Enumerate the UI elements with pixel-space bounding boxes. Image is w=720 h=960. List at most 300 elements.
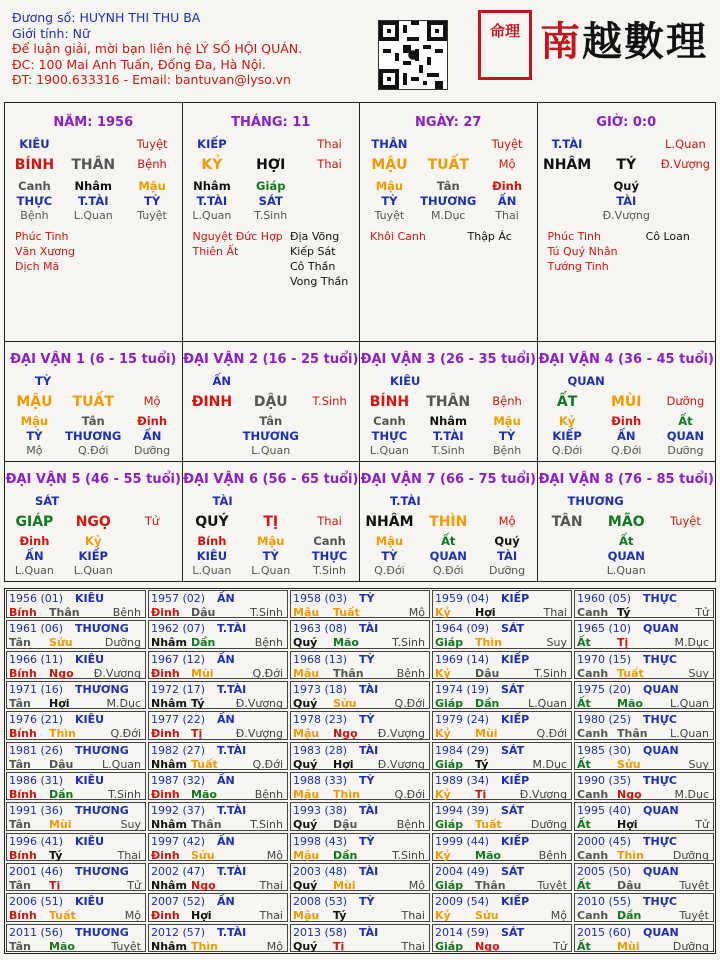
heavenly-stem: BÍNH — [14, 157, 55, 173]
hidden-stage: Tuyệt — [374, 209, 405, 222]
earthly-branch: TUẤT — [427, 157, 469, 173]
dai-van-branch: THÂN — [426, 394, 471, 410]
hidden-god: TÀI — [616, 194, 637, 208]
dv-hidden-god: TỲ — [26, 429, 43, 443]
dv-hidden-stem — [300, 414, 359, 428]
year-label: 2010 (55) — [577, 895, 632, 909]
year-branch: Thân — [49, 606, 80, 619]
dv-hidden-stage: Q.Đới — [78, 444, 109, 457]
year-branch: Sửu — [475, 909, 499, 923]
ten-god: THÂN — [371, 137, 408, 151]
year-ten-god: TỲ — [359, 774, 375, 787]
hidden-god: SÁT — [258, 194, 283, 208]
year-stage: Mộ — [408, 879, 425, 892]
dv-hidden-stage: L.Quan — [606, 564, 646, 577]
dai-van-cell — [360, 462, 538, 581]
hidden-stage: L.Quan — [192, 209, 232, 222]
year-ten-god: T.TÀI — [217, 622, 247, 636]
dv-hidden-stage — [123, 564, 182, 577]
year-stem: Giáp — [435, 818, 464, 832]
dv-god-row — [538, 374, 716, 388]
dai-van-stem: GIÁP — [15, 514, 54, 530]
dv-hidden-god: ẤN — [142, 429, 162, 443]
pillar-row — [5, 194, 182, 208]
pillar-row — [360, 137, 537, 151]
dv-hidden-stage — [538, 564, 597, 577]
year-ten-god: T.TÀI — [217, 804, 247, 818]
year-ten-god: TÀI — [359, 925, 379, 939]
dv-hidden-stem: Tân — [81, 414, 105, 428]
year-ten-god: T.TÀI — [217, 743, 247, 757]
good-stars — [15, 229, 113, 274]
pillar-row — [5, 549, 182, 563]
spacer — [419, 137, 478, 151]
pillar-row — [538, 549, 716, 563]
hidden-stage: Bệnh — [20, 209, 49, 222]
dv-hidden-god — [656, 549, 715, 563]
year-branch: Mùi — [49, 818, 72, 832]
year-stage: Tuyệt — [537, 879, 567, 892]
year-cell — [574, 711, 714, 739]
pillar-row — [5, 414, 182, 428]
year-stage: Đ.Vượng — [377, 727, 425, 741]
hidden-stage — [656, 209, 715, 222]
year-stage: Dưỡng — [672, 848, 709, 862]
dai-van-ten-god: THƯƠNG — [567, 494, 624, 508]
year-stage: Q.Đới — [536, 727, 567, 741]
year-branch: Dần — [333, 848, 358, 862]
dv-hidden-god: KIẾP — [78, 549, 108, 563]
dv-hidden-stem: Đinh — [137, 414, 168, 428]
dai-van-stage: Tuyệt — [669, 514, 701, 528]
year-stem: Ất — [577, 636, 591, 650]
year-stage: Đ.Vượng — [235, 727, 283, 741]
bad-star: Vong Thần — [290, 275, 349, 288]
year-stage: Thai — [117, 848, 141, 862]
year-cell — [574, 863, 714, 891]
dai-van-stem: MẬU — [16, 394, 53, 410]
year-cell — [432, 833, 572, 861]
year-ten-god: T.TÀI — [217, 865, 247, 878]
pillar-row — [360, 549, 537, 563]
dv-hidden-stem: Canh — [373, 414, 406, 428]
year-ten-god: QUAN — [643, 925, 679, 939]
year-ten-god: TỲ — [359, 834, 375, 848]
dv-hidden-god: TỲ — [498, 429, 516, 443]
pillar-row — [538, 394, 716, 410]
year-cell — [432, 863, 572, 891]
year-stage: T.Sinh — [392, 636, 425, 650]
dv-hidden-stage: L.Quan — [251, 564, 291, 577]
pillar-row — [5, 394, 182, 410]
dai-van-stem: BÍNH — [369, 394, 410, 410]
pillar-row — [538, 194, 716, 208]
year-branch: Thân — [475, 879, 506, 892]
pillar-row — [183, 137, 360, 151]
year-stem: Giáp — [435, 939, 464, 953]
year-stage: Mộ — [266, 939, 283, 953]
year-stage: Suy — [688, 757, 709, 771]
hidden-stem: Quý — [613, 179, 639, 193]
pillar-row — [360, 209, 537, 222]
dv-hidden-stem: Đinh — [611, 414, 642, 428]
dai-van-cell — [538, 462, 716, 581]
year-stem: Quý — [293, 697, 318, 710]
pillar-row — [538, 444, 716, 457]
growth-stage: Mộ — [498, 157, 516, 171]
year-stem: Giáp — [435, 636, 464, 650]
pillar-title: NGÀY: 27 — [415, 115, 482, 130]
dv-hidden-stage — [656, 564, 715, 577]
year-branch: Mão — [333, 636, 359, 650]
year-label: 1984 (29) — [435, 743, 490, 757]
year-stage: Thai — [401, 909, 425, 923]
year-stem: Ất — [577, 818, 591, 832]
year-branch: Tý — [333, 909, 347, 923]
year-stem: Canh — [577, 727, 609, 741]
hidden-stem: Canh — [18, 179, 51, 193]
year-branch: Tuất — [617, 666, 644, 680]
year-stage: T.Sinh — [392, 848, 425, 862]
year-branch: Mão — [191, 788, 217, 801]
year-ten-god: QUAN — [643, 622, 679, 636]
year-label: 1986 (31) — [9, 774, 64, 787]
dai-van-title: ĐẠI VẬN 3 (26 - 35 tuổi) — [360, 352, 536, 367]
year-label: 1969 (14) — [435, 652, 490, 666]
year-branch: Tị — [333, 939, 345, 953]
pillar-row — [360, 429, 537, 443]
year-label: 1961 (06) — [9, 622, 64, 636]
year-branch: Sửu — [49, 636, 73, 650]
year-ten-god: TỲ — [359, 713, 375, 727]
pillar-row — [5, 444, 182, 457]
year-ten-god: QUAN — [643, 683, 679, 696]
dv-hidden-stage: Mộ — [26, 444, 43, 457]
year-cell — [290, 711, 430, 739]
year-cell — [6, 802, 146, 830]
year-stage: L.Quan — [102, 757, 141, 771]
hidden-stem — [300, 179, 359, 193]
year-cell — [574, 742, 714, 770]
dv-hidden-stage: L.Quan — [14, 564, 54, 577]
year-stage: Suy — [120, 818, 141, 832]
year-label: 1963 (08) — [293, 622, 348, 636]
year-cell — [6, 711, 146, 739]
pillar-row — [183, 194, 360, 208]
year-stem: Mậu — [293, 788, 320, 801]
year-ten-god: THỰC — [643, 895, 677, 909]
year-stem: Canh — [577, 788, 609, 801]
year-stage: Q.Đới — [394, 697, 425, 710]
dai-van-stem: TÂN — [551, 514, 583, 530]
year-label: 1957 (02) — [151, 592, 206, 605]
year-ten-god: THƯƠNG — [75, 683, 129, 696]
year-branch: Dậu — [333, 818, 358, 832]
year-label: 2006 (51) — [9, 895, 64, 909]
dv-hidden-stage — [183, 444, 242, 457]
hidden-stem: Nhâm — [193, 179, 231, 193]
dv-hidden-stage — [300, 444, 359, 457]
year-stem: Ất — [577, 757, 591, 771]
year-stem: Quý — [293, 939, 318, 953]
year-stem: Canh — [577, 848, 609, 862]
year-stem: Mậu — [293, 848, 320, 862]
year-branch: Tuất — [475, 818, 502, 832]
year-ten-god: THỰC — [643, 834, 677, 848]
year-cell — [6, 620, 146, 648]
year-ten-god: KIẾP — [501, 895, 530, 909]
year-branch: Dậu — [617, 879, 642, 892]
dv-god-row — [360, 494, 537, 508]
year-label: 2009 (54) — [435, 895, 490, 909]
year-ten-god: KIẾP — [501, 592, 530, 605]
year-stage: Đ.Vượng — [93, 666, 141, 680]
dv-hidden-stage: Bệnh — [492, 444, 522, 457]
year-branch: Mùi — [191, 666, 214, 680]
year-ten-god: SÁT — [501, 743, 525, 757]
dai-van-title: ĐẠI VẬN 7 (66 - 75 tuổi) — [360, 472, 536, 487]
pillar-cell — [538, 103, 716, 341]
year-branch: Hợi — [49, 697, 70, 710]
year-stage: L.Quan — [670, 727, 709, 741]
dv-hidden-stem: Mậu — [493, 414, 521, 428]
dai-van-title: ĐẠI VẬN 4 (36 - 45 tuổi) — [538, 352, 714, 367]
year-stem: Ất — [577, 697, 591, 710]
year-stem: Tân — [9, 939, 31, 953]
hidden-stage: M.Dục — [431, 209, 466, 222]
year-label: 1998 (43) — [293, 834, 348, 848]
dv-god-row — [183, 374, 360, 388]
dv-hidden-god: KIÊU — [196, 549, 228, 563]
year-branch: Ngọ — [191, 879, 216, 892]
year-label: 1987 (32) — [151, 774, 206, 787]
year-ten-god: SÁT — [501, 865, 525, 878]
dv-hidden-god: QUAN — [607, 549, 645, 563]
pillar-title: THÁNG: 11 — [231, 115, 311, 130]
dv-hidden-stem: Nhâm — [429, 414, 468, 428]
dv-hidden-stem: Đinh — [19, 534, 50, 548]
pillar-row — [538, 564, 716, 577]
good-star: Phúc Tinh — [547, 230, 602, 243]
year-cell — [6, 863, 146, 891]
earthly-branch: HỢI — [256, 157, 286, 173]
dv-hidden-god — [300, 429, 359, 443]
year-cell — [148, 893, 288, 921]
year-cell — [148, 711, 288, 739]
year-ten-god: SÁT — [501, 925, 525, 939]
bad-stars — [290, 229, 352, 289]
dv-hidden-god — [183, 429, 242, 443]
dv-hidden-god: QUAN — [429, 549, 467, 563]
good-star: Văn Xương — [15, 245, 75, 258]
year-stage: Mộ — [124, 909, 141, 923]
dv-hidden-god — [123, 549, 182, 563]
year-stem: Giáp — [435, 879, 464, 892]
year-stage: Bệnh — [112, 606, 141, 619]
year-stem: Quý — [293, 879, 318, 892]
dai-van-stage: Tử — [144, 514, 160, 528]
year-stage: Đ.Vượng — [519, 788, 567, 801]
year-stage: Q.Đới — [252, 757, 283, 771]
year-stem: Quý — [293, 757, 318, 771]
year-label: 1978 (23) — [293, 713, 348, 727]
dv-hidden-stem — [183, 414, 242, 428]
dv-hidden-god: ẤN — [25, 549, 44, 563]
year-label: 1973 (18) — [293, 683, 348, 696]
bad-star: Thập Ác — [467, 230, 512, 243]
year-cell — [290, 863, 430, 891]
year-stem: Nhâm — [151, 939, 187, 953]
year-cell — [574, 681, 714, 709]
brand-logo: 南越數理 — [540, 18, 708, 65]
hidden-stem: Tân — [436, 179, 460, 193]
year-ten-god: KIÊU — [75, 774, 105, 787]
year-label: 1960 (05) — [577, 592, 632, 605]
growth-stage: Bệnh — [137, 157, 167, 171]
dai-van-cell — [5, 342, 183, 461]
year-branch: Dần — [617, 909, 642, 923]
year-label: 1993 (38) — [293, 804, 348, 818]
header — [12, 10, 302, 88]
year-stage: Thai — [401, 939, 425, 953]
year-stage: Q.Đới — [394, 788, 425, 801]
year-branch: Mão — [49, 939, 75, 953]
hidden-stem — [538, 179, 597, 193]
pillar-cell — [360, 103, 538, 341]
year-stem: Tân — [9, 879, 31, 892]
year-stage: M.Dục — [532, 757, 567, 771]
dv-hidden-stem — [656, 534, 715, 548]
year-stage: Dưỡng — [104, 636, 141, 650]
dai-van-branch: MÃO — [607, 514, 645, 530]
year-ten-god: ẤN — [217, 713, 235, 727]
year-label: 1972 (17) — [151, 683, 206, 696]
dv-hidden-god: THỰC — [311, 549, 348, 563]
dv-hidden-god: ẤN — [616, 429, 636, 443]
year-cell — [6, 590, 146, 618]
year-stem: Tân — [9, 757, 31, 771]
dv-hidden-stem: Kỷ — [85, 534, 102, 548]
year-ten-god: KIÊU — [75, 895, 105, 909]
year-ten-god: TỲ — [359, 592, 375, 605]
gender-line: Giới tính: Nữ — [12, 25, 90, 41]
hidden-stage — [300, 209, 359, 222]
dv-hidden-stem: Canh — [313, 534, 346, 548]
year-branch: Dần — [191, 636, 216, 650]
year-branch: Tý — [617, 606, 631, 619]
pillar-row — [360, 157, 537, 173]
year-stem: Đinh — [151, 727, 180, 741]
dv-hidden-stage: Dưỡng — [489, 564, 526, 577]
year-stem: Nhâm — [151, 636, 187, 650]
year-stage: Dưỡng — [672, 939, 709, 953]
pillar-row — [538, 157, 716, 173]
year-stem: Canh — [577, 909, 609, 923]
dv-hidden-stem — [123, 534, 182, 548]
year-label: 1959 (04) — [435, 592, 490, 605]
dv-hidden-stage: L.Quan — [251, 444, 291, 457]
pillar-stage-top: Tuyệt — [491, 137, 523, 151]
dai-van-stem: NHÂM — [365, 514, 414, 530]
hidden-god: TỲ — [143, 194, 161, 208]
year-cell — [290, 772, 430, 800]
good-stars — [370, 229, 468, 244]
year-stage: L.Quan — [670, 697, 709, 710]
dv-god-row — [360, 374, 537, 388]
year-stem: Đinh — [151, 606, 180, 619]
bad-star: Cô Loan — [645, 230, 690, 243]
pillar-stage-top: L.Quan — [665, 137, 706, 151]
year-ten-god: SÁT — [501, 804, 525, 818]
hidden-stem: Mậu — [138, 179, 166, 193]
pillar-row — [5, 514, 182, 530]
year-cell — [6, 893, 146, 921]
year-stem: Quý — [293, 636, 318, 650]
year-stem: Mậu — [293, 909, 320, 923]
dai-van-title: ĐẠI VẬN 2 (16 - 25 tuổi) — [183, 352, 359, 367]
good-star: Tướng Tinh — [547, 260, 609, 273]
pillar-row — [5, 564, 182, 577]
hidden-stem: Giáp — [256, 179, 286, 193]
year-label: 2008 (53) — [293, 895, 348, 909]
dai-van-cell — [5, 462, 183, 581]
year-branch: Thân — [333, 666, 364, 680]
dai-van-branch: TUẤT — [72, 394, 114, 410]
pillar-stars — [370, 229, 533, 244]
hidden-god: THƯƠNG — [420, 194, 477, 208]
year-branch: Thìn — [333, 788, 360, 801]
year-label: 1958 (03) — [293, 592, 348, 605]
pillar-row — [538, 534, 716, 548]
year-stem: Mậu — [293, 666, 320, 680]
dai-van-cell — [183, 342, 361, 461]
spacer — [597, 137, 656, 151]
qr-code — [378, 20, 448, 90]
year-branch: Thìn — [191, 939, 218, 953]
pillar-cell — [183, 103, 361, 341]
dv-hidden-stem: Quý — [494, 534, 520, 548]
dv-hidden-stem: Kỷ — [558, 414, 576, 428]
hidden-stem: Đinh — [492, 179, 523, 193]
dai-van-ten-god: ẤN — [212, 374, 232, 388]
dai-van-ten-god: TỲ — [35, 374, 52, 388]
dai-van-stage: Thai — [317, 514, 342, 528]
pillar-row — [5, 137, 182, 151]
dv-hidden-god — [538, 549, 597, 563]
year-ten-god: ẤN — [217, 774, 235, 787]
year-branch: Ngọ — [475, 939, 500, 953]
dv-hidden-stem: Ất — [678, 414, 693, 428]
year-label: 1966 (11) — [9, 652, 64, 666]
ten-god: T.TÀI — [551, 137, 583, 151]
dv-hidden-god: THƯƠNG — [65, 429, 122, 443]
dai-van-row-2 — [4, 462, 716, 582]
hidden-god: TỲ — [381, 194, 398, 208]
pillar-stage-top: Thai — [317, 137, 342, 151]
year-branch: Ngọ — [617, 788, 642, 801]
year-cell — [432, 924, 572, 952]
year-branch: Mão — [617, 697, 643, 710]
heavenly-stem: KỶ — [201, 157, 223, 173]
year-cell — [574, 620, 714, 648]
year-stage: T.Sinh — [250, 606, 283, 619]
year-stem: Ất — [577, 939, 591, 953]
year-branch: Thân — [617, 727, 648, 741]
hidden-god: THỰC — [16, 194, 53, 208]
pillar-row — [360, 414, 537, 428]
year-stage: Tuyệt — [679, 909, 709, 923]
hidden-god — [656, 194, 715, 208]
